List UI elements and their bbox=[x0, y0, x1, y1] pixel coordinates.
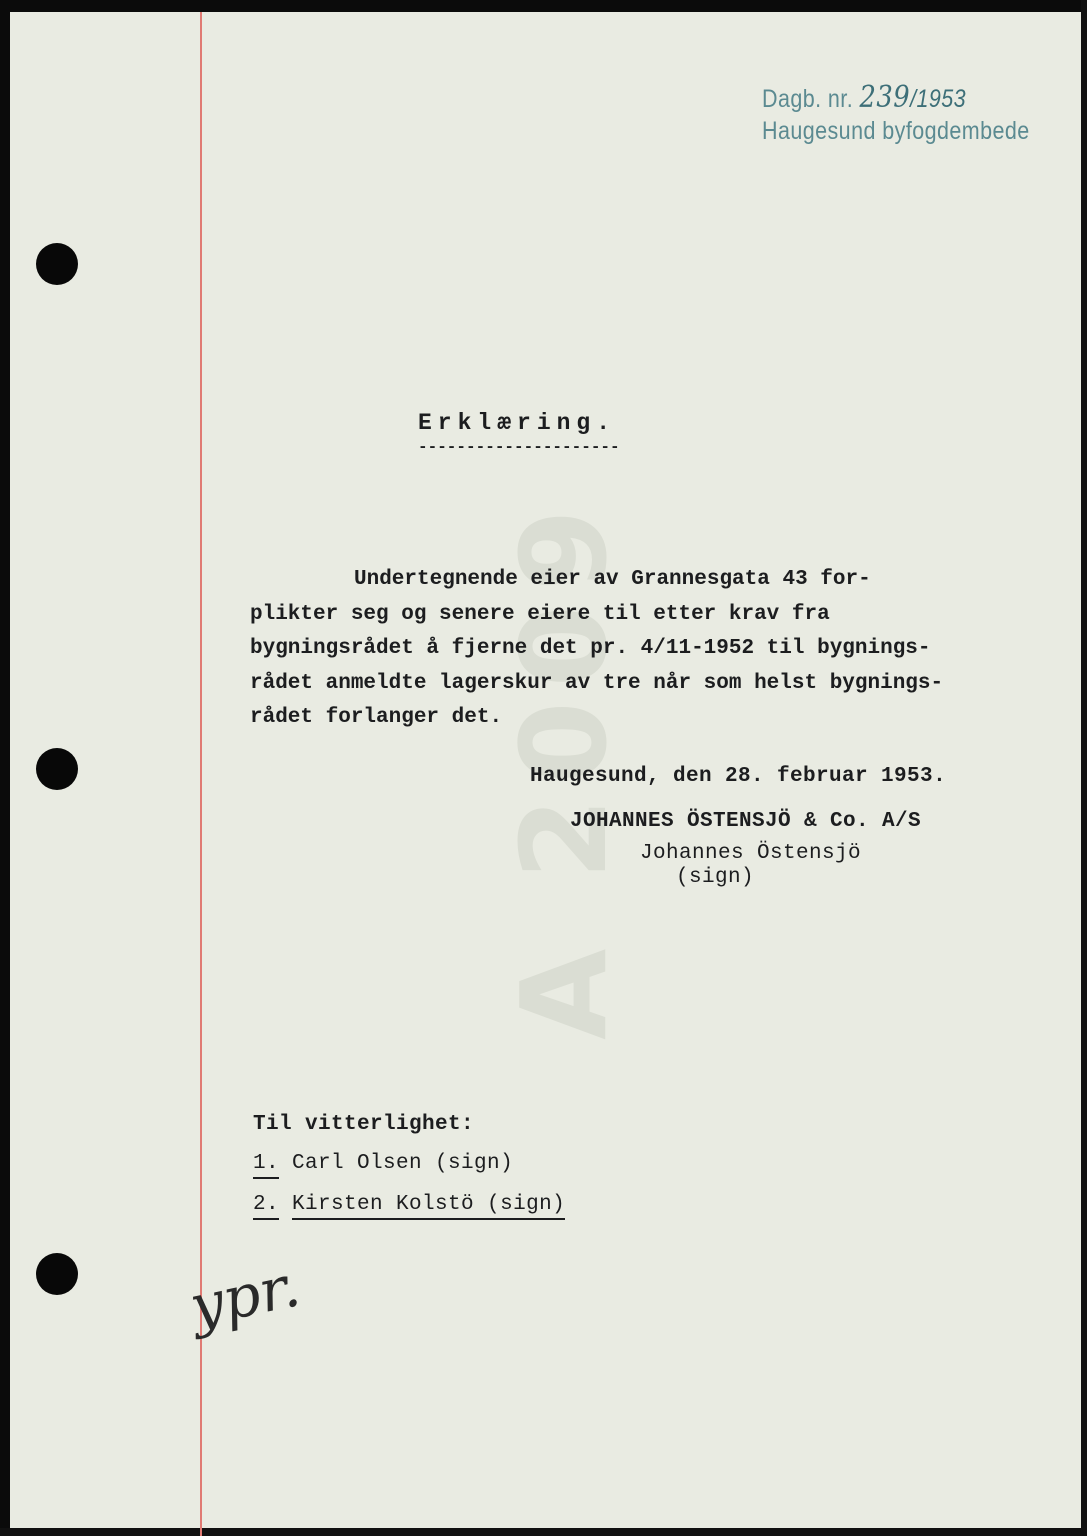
witness-name: Kirsten Kolstö (sign) bbox=[292, 1193, 565, 1220]
punch-hole-icon bbox=[36, 1253, 78, 1295]
document-title: Erklæring. bbox=[418, 410, 617, 436]
registry-stamp bbox=[762, 82, 1030, 147]
body-line: rådet anmeldte lagerskur av tre når som helst bygnings- bbox=[250, 671, 944, 695]
scan-edge-right bbox=[1081, 0, 1087, 1536]
stamp-line-1 bbox=[762, 82, 1030, 115]
punch-hole-icon bbox=[36, 243, 78, 285]
stamp-office: Haugesund byfogdembede bbox=[762, 117, 1030, 145]
title-underline: --------------------- bbox=[418, 438, 620, 456]
body-line: Undertegnende eier av Grannesgata 43 for- bbox=[354, 568, 871, 591]
witness-row bbox=[253, 1193, 565, 1216]
body-line: bygningsrådet å fjerne det pr. 4/11-1952 til bygnings- bbox=[250, 637, 931, 661]
punch-hole-icon bbox=[36, 748, 78, 790]
stamp-year: /1953 bbox=[910, 85, 967, 113]
company-name: JOHANNES ÖSTENSJÖ & Co. A/S bbox=[570, 810, 922, 833]
witness-name: Carl Olsen (sign) bbox=[292, 1152, 514, 1175]
signer-name: Johannes Östensjö bbox=[640, 842, 862, 865]
stamp-prefix: Dagb. nr. bbox=[762, 85, 854, 113]
watermark: A 2009 bbox=[495, 495, 633, 1041]
body-line: rådet forlanger det. bbox=[250, 706, 503, 730]
witness-heading: Til vitterlighet: bbox=[253, 1113, 475, 1136]
declaration-body bbox=[250, 563, 970, 736]
stamp-number: 239 bbox=[859, 80, 911, 115]
witness-row bbox=[253, 1152, 513, 1175]
place-date: Haugesund, den 28. februar 1953. bbox=[530, 765, 947, 788]
signer-note: (sign) bbox=[676, 866, 755, 889]
scan-edge-left bbox=[0, 0, 10, 1536]
handwritten-initials: ypr. bbox=[184, 1251, 306, 1341]
body-line: plikter seg og senere eiere til etter krav fra bbox=[250, 602, 830, 626]
witness-number: 1. bbox=[253, 1152, 279, 1179]
witness-number: 2. bbox=[253, 1193, 279, 1220]
